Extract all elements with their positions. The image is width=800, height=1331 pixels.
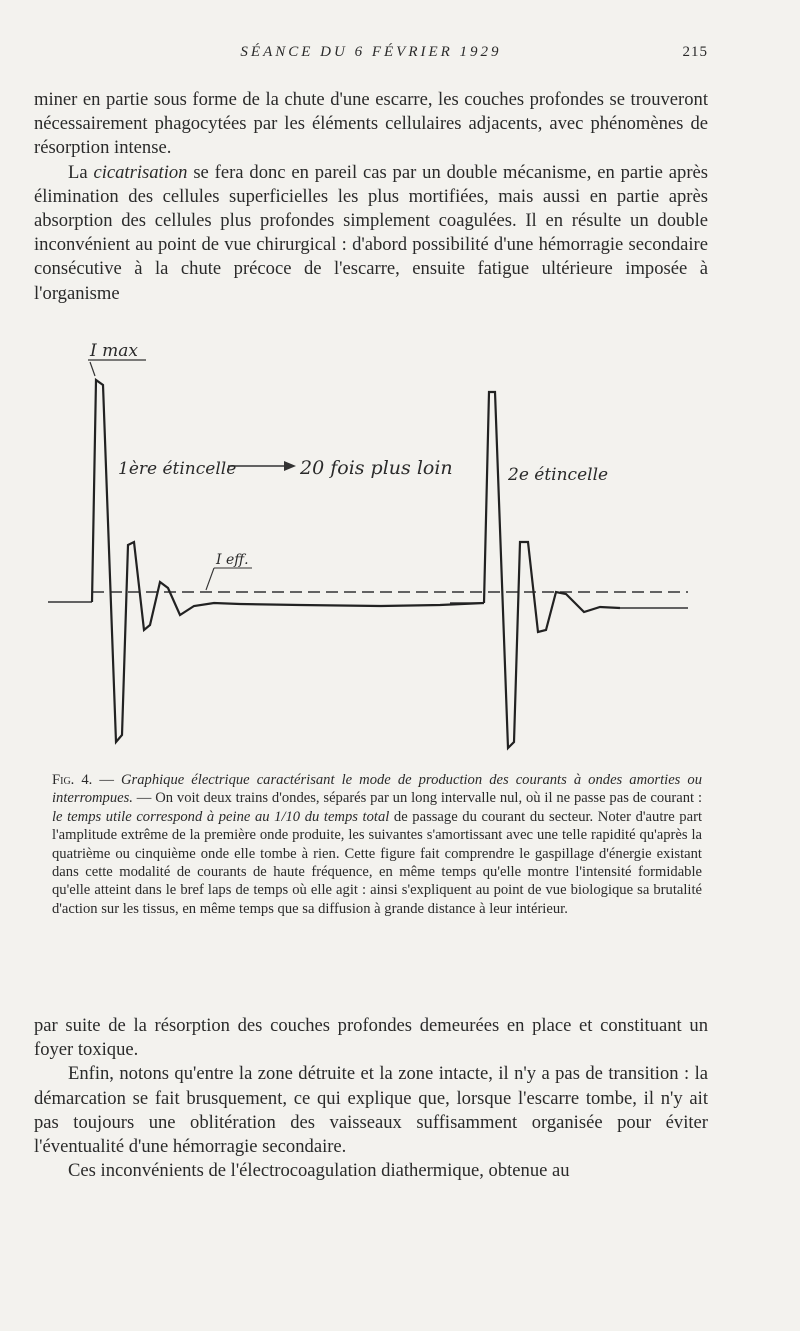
wave-train-2 bbox=[484, 392, 620, 748]
caption-italic-title: Graphique électrique caractérisant le mode de production des courants à ondes amorties ou interrompues. bbox=[52, 772, 702, 807]
imax-pointer bbox=[90, 362, 95, 376]
label-second-spark: 2e étincelle bbox=[508, 465, 609, 485]
label-arrow-text: 20 fois plus loin bbox=[300, 457, 453, 479]
body-text-bottom bbox=[34, 1014, 708, 1183]
caption-text: Fig. 4. — Graphique électrique caractérisant le mode de production des courants à ondes amorties ou interrompues. — On voit deux trains d'ondes, séparés par un long intervalle nul, où il ne passe pas de courant : le temps utile correspond à peine au 1/10 du temps total de passage du courant du secteur. Noter d'autre part l'amplitude extrême de la première onde produite, les suivantes s'amortissant avec une telle rapidité qu'après la quatrième ou cinquième onde elle tombe à rien. Cette figure fait comprendre le gaspillage d'énergie existant dans cette modalité de courants de haute fréquence, en même temps qu'elle montre l'intensité formidable qu'elle atteint dans le bref laps de temps où elle agit : ainsi s'expliquent au point de vue biologique sa brutalité d'action sur les tissus, en même temps que sa diffusion à grande distance à leur intérieur. bbox=[52, 772, 703, 917]
paragraph: par suite de la résorption des couches profondes demeurées en place et constituant un foyer toxique. bbox=[34, 1015, 708, 1061]
figure-caption bbox=[52, 771, 702, 918]
wave-train-1 bbox=[92, 380, 484, 742]
figure-label: Fig. 4. bbox=[52, 772, 93, 788]
label-ieff: I eff. bbox=[216, 552, 249, 568]
paragraph: La cicatrisation se fera donc en pareil cas par un double mécanisme, en partie après élimination des cellules superficielles les plus mortifiées, mais aussi en partie après absorption des cellules plus profondes simplement coagulées. Il en résulte un double inconvénient au point de vue chirurgical : d'abord possibilité d'une hémorragie secondaire consécutive à la chute précoce de l'escarre, ensuite fatigue ultérieure imposée à l'organisme bbox=[34, 161, 708, 304]
page-header bbox=[34, 44, 708, 68]
caption-italic-note: le temps utile correspond à peine au 1/10 du temps total bbox=[52, 808, 390, 825]
paragraph: Enfin, notons qu'entre la zone détruite et la zone intacte, il n'y a pas de transition : la démarcation se fait brusquement, ce qui explique que, lorsque l'escarre tombe, il n'y ait pas toujours une oblitération des vaisseaux suffisamment organisée pour éviter l'éventualité d'une hémorragie secondaire. bbox=[34, 1063, 708, 1158]
body-text-top bbox=[34, 88, 708, 306]
figure-waveform bbox=[0, 330, 800, 770]
running-head: SÉANCE DU 6 FÉVRIER 1929 bbox=[240, 44, 502, 60]
page-number: 215 bbox=[682, 44, 708, 60]
arrow-head-icon bbox=[284, 461, 296, 471]
label-imax: I max bbox=[90, 341, 138, 361]
paragraph: Ces inconvénients de l'électrocoagulation diathermique, obtenue au bbox=[68, 1160, 570, 1182]
emphasis: cicatrisation bbox=[93, 161, 188, 183]
paragraph: miner en partie sous forme de la chute d'une escarre, les couches profondes se trouveront nécessairement phagocytées par les éléments cellulaires adjacents, avec phénomènes de résorption intense. bbox=[34, 89, 708, 159]
ieff-pointer bbox=[206, 568, 214, 590]
label-first-spark: 1ère étincelle bbox=[118, 459, 237, 479]
